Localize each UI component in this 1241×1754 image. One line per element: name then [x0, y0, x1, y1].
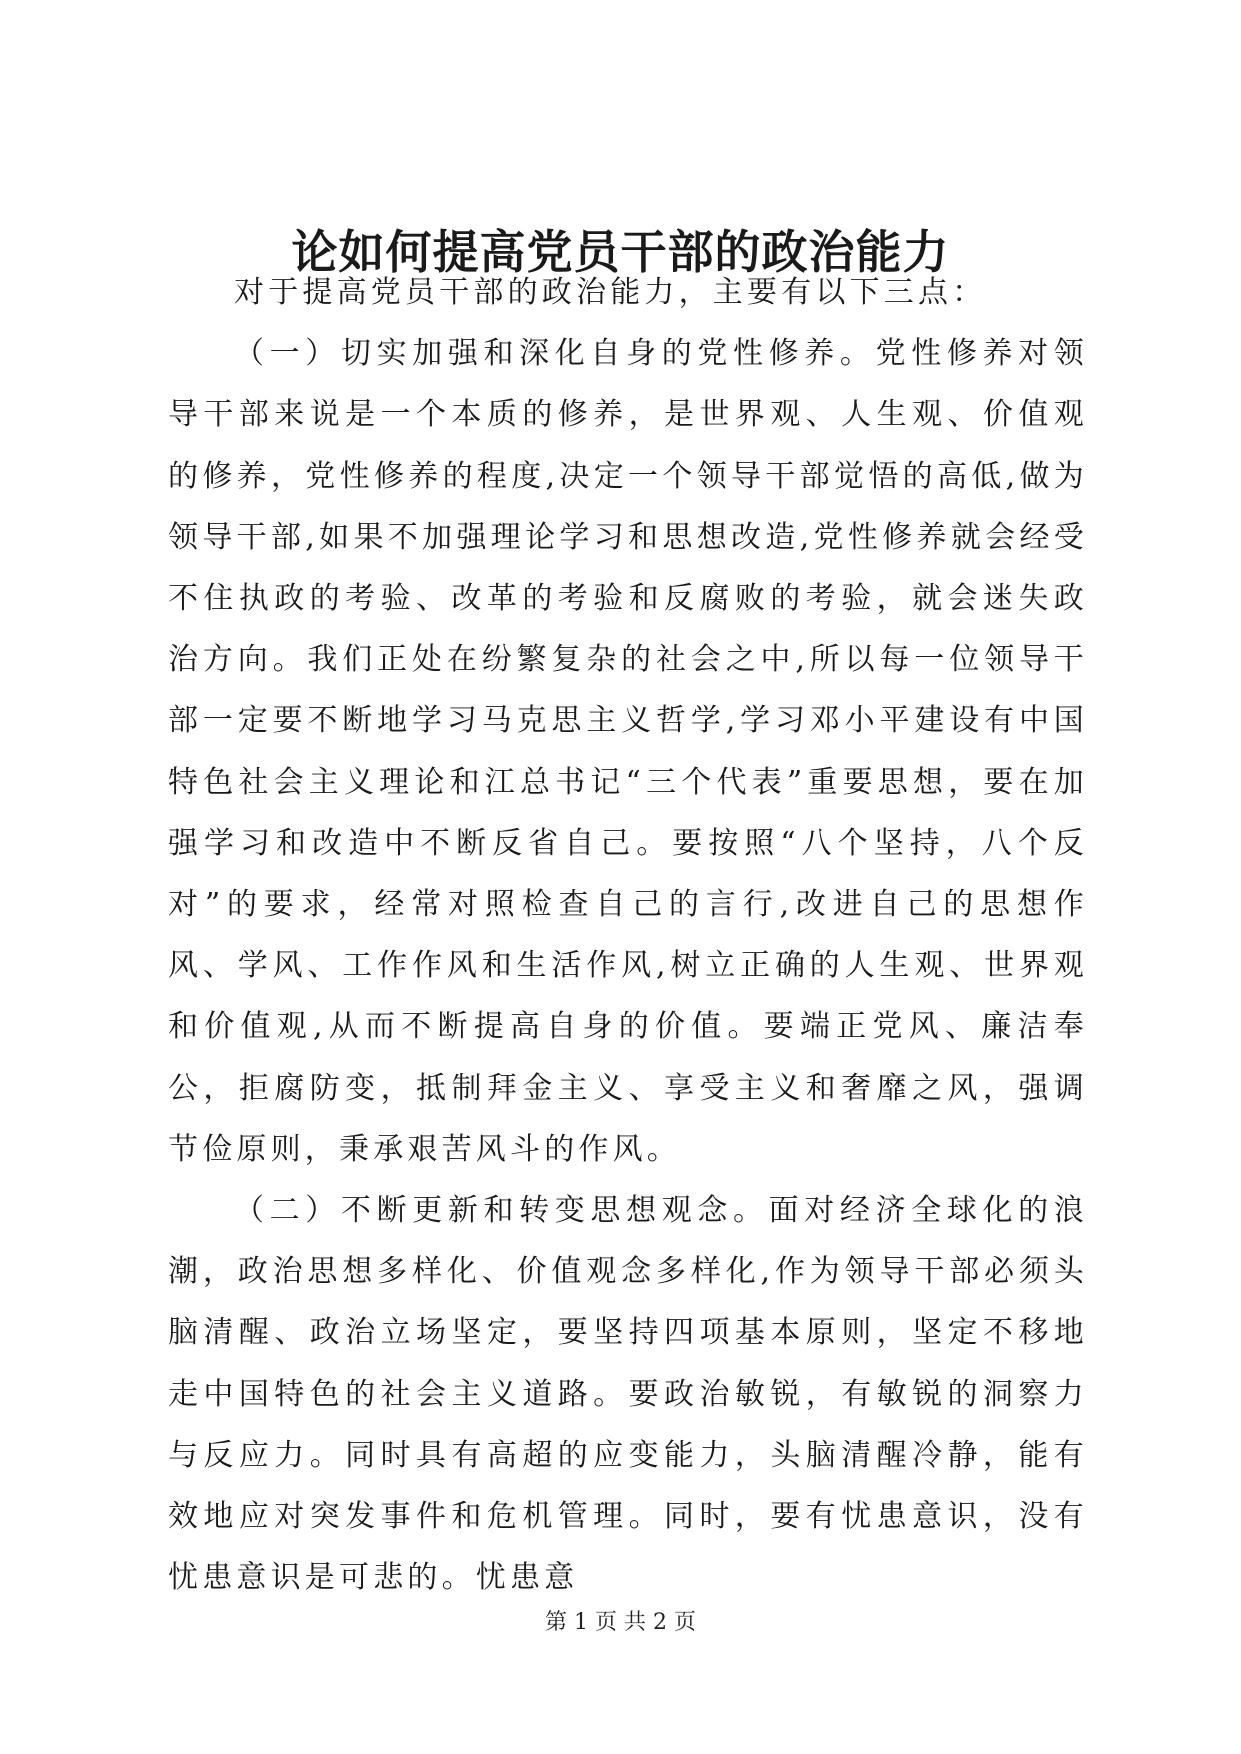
intro-paragraph: 对于提高党员干部的政治能力，主要有以下三点： [234, 275, 987, 310]
section-one-paragraph: （一）切实加强和深化自身的党性修养。党性修养对领导干部来说是一个本质的修养，是世界观、人生观、价值观的修养，党性修养的程度,决定一个领导干部觉悟的高低,做为领导干部,如果不加强理论学习和思想改造,党性修养就会经受不住执政的考验、改革的考验和反腐败的考验，就会迷失政治方向。我们正处在纷繁复杂的社会之中,所以每一位领导干部一定要不断地学习马克思主义哲学,学习邓小平建设有中国特色社会主义理论和江总书记“三个代表”重要思想，要在加强学习和改造中不断反省自己。要按照“八个坚持，八个反对”的要求，经常对照检查自己的言行,改进自己的思想作风、学风、工作作风和生活作风,树立正确的人生观、世界观和价值观,从而不断提高自身的价值。要端正党风、廉洁奉公，拒腐防变，抵制拜金主义、享受主义和奢靡之风，强调节俭原则，秉承艰苦风斗的作风。 [168, 336, 1088, 1167]
document-title: 论如何提高党员干部的政治能力 [291, 225, 950, 279]
section-two-paragraph: （二）不断更新和转变思想观念。面对经济全球化的浪潮，政治思想多样化、价值观念多样化,作为领导干部必须头脑清醒、政治立场坚定，要坚持四项基本原则，坚定不移地走中国特色的社会主义道路。要政治敏锐，有敏锐的洞察力与反应力。同时具有高超的应变能力，头脑清醒冷静，能有效地应对突发事件和危机管理。同时，要有忧患意识，没有忧患意识是可悲的。忧患意 [168, 1193, 1088, 1596]
document-body [168, 262, 1088, 1608]
page-number-footer: 第 1 页 共 2 页 [545, 1610, 696, 1635]
